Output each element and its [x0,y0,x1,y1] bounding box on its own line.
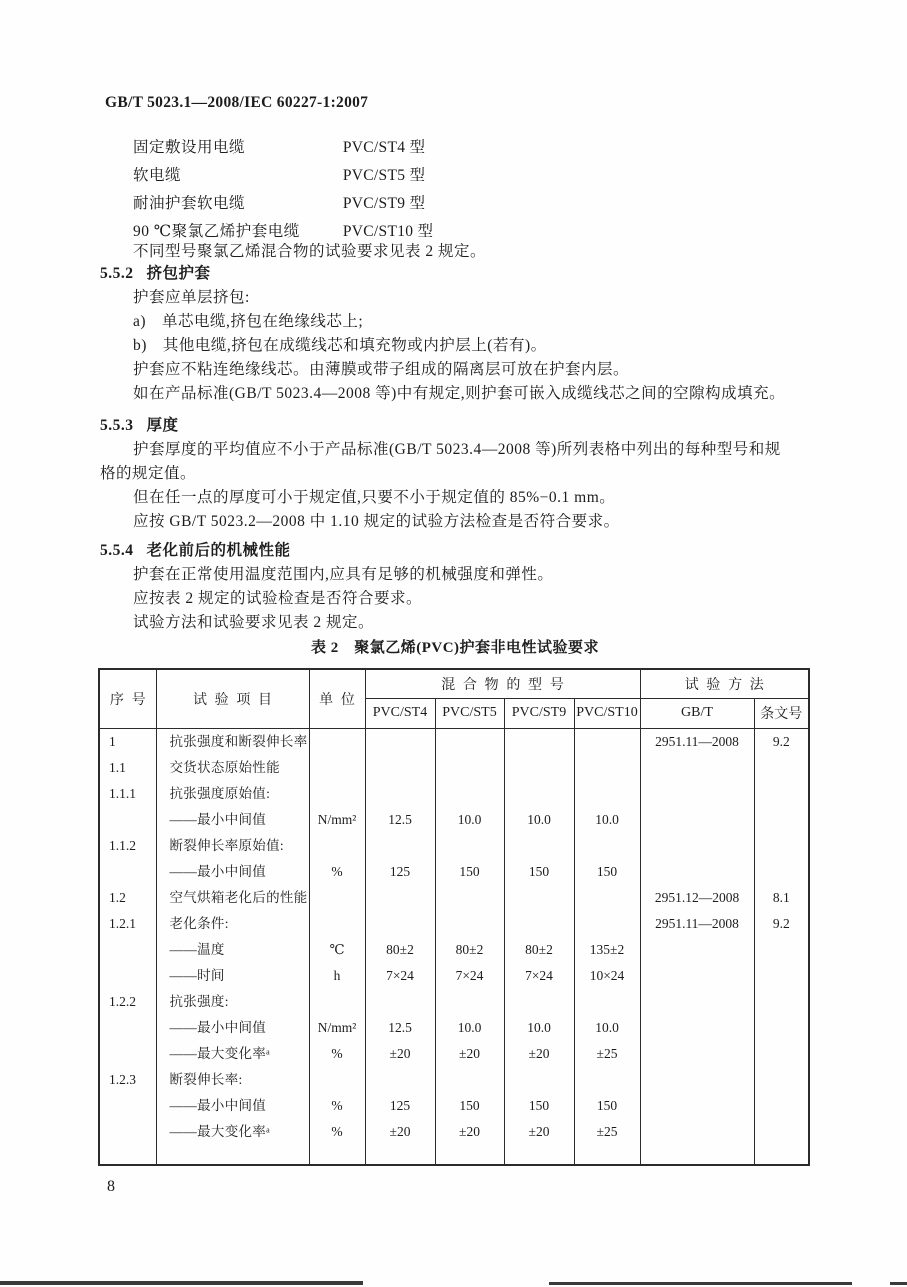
cell-unit: % [309,1093,365,1119]
cable-model: PVC/ST9 型 [342,195,426,212]
paragraph-line: 但在任一点的厚度可小于规定值,只要不小于规定值的 85%−0.1 mm。 [133,489,616,506]
cell-clause-no [754,1041,809,1067]
table-row [99,781,809,807]
cell-seq-no [99,807,156,833]
cell-pvc-st10: 150 [574,859,640,885]
cell-pvc-st4 [365,781,435,807]
cell-pvc-st5: 10.0 [435,1015,504,1041]
cell-pvc-st10: 135±2 [574,937,640,963]
cell-pvc-st10 [574,781,640,807]
cell-unit [309,989,365,1015]
section-number: 5.5.4 [100,542,134,559]
cell-pvc-st4 [365,833,435,859]
cable-model: PVC/ST4 型 [342,139,426,156]
cell-clause-no [754,937,809,963]
table-row [99,1015,809,1041]
cell-pvc-st4 [365,728,435,755]
cell-pvc-st4 [365,1145,435,1165]
cell-seq-no [99,1093,156,1119]
cell-pvc-st10 [574,1067,640,1093]
cell-pvc-st9 [504,911,574,937]
cell-test-item: ——最小中间值 [156,1015,309,1041]
table-row [99,963,809,989]
cell-test-item: 断裂伸长率原始值: [156,833,309,859]
section-5-5-4 [100,539,812,635]
table-row [99,911,809,937]
header-pvc-st9: PVC/ST9 [504,698,574,728]
scan-artifact-bar [890,1282,907,1285]
cell-clause-no [754,781,809,807]
cell-seq-no [99,1145,156,1165]
cell-clause-no: 9.2 [754,911,809,937]
cell-unit [309,781,365,807]
cell-test-item: 老化条件: [156,911,309,937]
table-row [99,937,809,963]
cable-name: 耐油护套软电缆 [133,195,246,212]
cell-gbt-standard [640,1145,754,1165]
cell-pvc-st5 [435,755,504,781]
table-row [99,1093,809,1119]
cell-test-item: ——最小中间值 [156,1093,309,1119]
paragraph-line: 护套应不粘连绝缘线芯。由薄膜或带子组成的隔离层可放在护套内层。 [133,361,630,378]
cell-pvc-st10: 10.0 [574,1015,640,1041]
header-clause: 条文号 [754,698,809,728]
cell-seq-no [99,937,156,963]
table-row [99,859,809,885]
cell-seq-no: 1.1.1 [99,781,156,807]
cell-test-item: ——时间 [156,963,309,989]
cell-pvc-st10 [574,833,640,859]
cell-pvc-st10: 10×24 [574,963,640,989]
table-2-header [99,669,809,728]
cell-pvc-st5 [435,989,504,1015]
cable-type-row [133,134,433,162]
cell-gbt-standard [640,1067,754,1093]
cable-model: PVC/ST5 型 [342,167,426,184]
table-2-title: 表 2 聚氯乙烯(PVC)护套非电性试验要求 [310,640,600,656]
cell-pvc-st9: 150 [504,1093,574,1119]
cell-test-item [156,1145,309,1165]
cell-unit [309,755,365,781]
cell-pvc-st4: 7×24 [365,963,435,989]
header-group-mixture: 混合物的型号 [365,669,640,698]
cell-pvc-st10: ±25 [574,1041,640,1067]
paragraph-line: 如在产品标准(GB/T 5023.4—2008 等)中有规定,则护套可嵌入成缆线芯之间的空隙构成填充。 [133,385,786,402]
paragraph-line: 应按 GB/T 5023.2—2008 中 1.10 规定的试验方法检查是否符合要求。 [133,513,620,530]
cell-pvc-st9 [504,728,574,755]
cell-unit: N/mm² [309,807,365,833]
cell-pvc-st4: 125 [365,859,435,885]
cell-pvc-st10: ±25 [574,1119,640,1145]
section-5-5-2 [100,262,812,406]
cell-pvc-st9: 10.0 [504,1015,574,1041]
table-row [99,885,809,911]
cell-pvc-st5 [435,833,504,859]
cell-clause-no [754,1119,809,1145]
cell-clause-no: 8.1 [754,885,809,911]
cell-unit [309,1067,365,1093]
cell-pvc-st9: 150 [504,859,574,885]
table-row [99,1119,809,1145]
cell-clause-no [754,1145,809,1165]
cell-seq-no [99,1119,156,1145]
header-pvc-st5: PVC/ST5 [435,698,504,728]
cell-unit [309,1145,365,1165]
cell-unit: % [309,1119,365,1145]
cell-gbt-standard [640,1093,754,1119]
header-group-method: 试验方法 [640,669,809,698]
cell-pvc-st5: 7×24 [435,963,504,989]
cell-test-item: 抗张强度: [156,989,309,1015]
cell-pvc-st4: 12.5 [365,807,435,833]
cell-gbt-standard [640,781,754,807]
header-pvc-st4: PVC/ST4 [365,698,435,728]
section-title: 挤包护套 [146,265,211,282]
cell-clause-no [754,1067,809,1093]
cell-gbt-standard [640,1041,754,1067]
cell-pvc-st10: 150 [574,1093,640,1119]
section-5-5-3 [100,414,812,534]
table-row [99,989,809,1015]
cell-pvc-st4: ±20 [365,1119,435,1145]
cell-clause-no [754,1093,809,1119]
cell-pvc-st9: ±20 [504,1041,574,1067]
section-heading [100,262,812,286]
cell-pvc-st5 [435,1145,504,1165]
cell-seq-no: 1.2.3 [99,1067,156,1093]
cell-gbt-standard [640,1119,754,1145]
cell-clause-no [754,963,809,989]
cell-pvc-st10 [574,989,640,1015]
cell-pvc-st10 [574,885,640,911]
paragraph-line: 护套厚度的平均值应不小于产品标准(GB/T 5023.4—2008 等)所列表格中列出的每种型号和规 [133,441,781,458]
cell-pvc-st9: 10.0 [504,807,574,833]
cell-pvc-st5 [435,1067,504,1093]
doc-header: GB/T 5023.1—2008/IEC 60227-1:2007 [105,94,369,111]
paragraph-line: 护套应单层挤包: [133,289,250,306]
header-col-no: 序号 [99,669,156,728]
cell-pvc-st10 [574,728,640,755]
cell-pvc-st10 [574,911,640,937]
cell-pvc-st9 [504,885,574,911]
paragraph-line: 应按表 2 规定的试验检查是否符合要求。 [133,590,423,607]
cell-clause-no [754,859,809,885]
cell-pvc-st4 [365,1067,435,1093]
cell-test-item: 交货状态原始性能 [156,755,309,781]
section-number: 5.5.2 [100,265,134,282]
cell-pvc-st10 [574,1145,640,1165]
cell-pvc-st9 [504,833,574,859]
table-row-filler [99,1145,809,1165]
cell-pvc-st5: ±20 [435,1119,504,1145]
paragraph-line: 格的规定值。 [100,465,197,482]
cell-unit: N/mm² [309,1015,365,1041]
cell-gbt-standard [640,989,754,1015]
cable-type-row [133,190,433,218]
paragraph-line: b) 其他电缆,挤包在成缆线芯和填充物或内护层上(若有)。 [133,337,547,354]
cell-pvc-st9 [504,1067,574,1093]
cell-seq-no [99,1015,156,1041]
section-heading [100,414,812,438]
cell-pvc-st4 [365,911,435,937]
cell-seq-no: 1.2 [99,885,156,911]
cell-clause-no [754,807,809,833]
table-row [99,728,809,755]
cell-unit [309,833,365,859]
table-row [99,807,809,833]
paragraph-line: 护套在正常使用温度范围内,应具有足够的机械强度和弹性。 [133,566,554,583]
cell-clause-no [754,833,809,859]
cell-clause-no [754,1015,809,1041]
cable-name: 软电缆 [133,167,182,184]
cell-unit: ℃ [309,937,365,963]
cable-name: 90 ℃聚氯乙烯护套电缆 [133,223,300,240]
cell-gbt-standard: 2951.11—2008 [640,728,754,755]
cell-pvc-st5: ±20 [435,1041,504,1067]
table-row [99,1067,809,1093]
cell-seq-no: 1.1 [99,755,156,781]
cable-type-row [133,162,433,190]
cell-test-item: ——最小中间值 [156,807,309,833]
cable-type-list [133,134,433,246]
table-row [99,755,809,781]
page-number: 8 [107,1178,115,1195]
cell-unit: h [309,963,365,989]
cell-test-item: 断裂伸长率: [156,1067,309,1093]
cell-gbt-standard [640,755,754,781]
cell-test-item: 抗张强度和断裂伸长率 [156,728,309,755]
cell-test-item: 空气烘箱老化后的性能 [156,885,309,911]
cell-pvc-st9: 7×24 [504,963,574,989]
cell-unit [309,885,365,911]
cell-test-item: ——最大变化率ᵃ [156,1041,309,1067]
cell-clause-no [754,755,809,781]
header-gbt: GB/T [640,698,754,728]
table-row [99,1041,809,1067]
cell-pvc-st4: 125 [365,1093,435,1119]
cell-pvc-st5: 150 [435,1093,504,1119]
paragraph-line: a) 单芯电缆,挤包在绝缘线芯上; [133,313,364,330]
cable-name: 固定敷设用电缆 [133,139,246,156]
cell-pvc-st5: 150 [435,859,504,885]
cell-pvc-st9 [504,1145,574,1165]
cell-unit: % [309,859,365,885]
table-body [99,728,809,1165]
intro-line: 不同型号聚氯乙烯混合物的试验要求见表 2 规定。 [133,243,487,260]
cell-pvc-st4: 80±2 [365,937,435,963]
cell-test-item: ——温度 [156,937,309,963]
section-title: 厚度 [146,417,179,434]
scan-artifact-bar [0,1281,363,1285]
cell-test-item: 抗张强度原始值: [156,781,309,807]
cell-gbt-standard [640,963,754,989]
cell-seq-no: 1.2.2 [99,989,156,1015]
cell-pvc-st9 [504,781,574,807]
cell-pvc-st10: 10.0 [574,807,640,833]
cell-clause-no [754,989,809,1015]
cell-seq-no: 1.1.2 [99,833,156,859]
cell-pvc-st9 [504,989,574,1015]
cell-gbt-standard [640,937,754,963]
cell-pvc-st9 [504,755,574,781]
cell-pvc-st9: 80±2 [504,937,574,963]
cell-test-item: ——最大变化率ᵃ [156,1119,309,1145]
header-pvc-st10: PVC/ST10 [574,698,640,728]
cell-pvc-st5 [435,728,504,755]
cell-unit [309,728,365,755]
cell-gbt-standard: 2951.12—2008 [640,885,754,911]
cell-seq-no [99,1041,156,1067]
cell-pvc-st4: ±20 [365,1041,435,1067]
cell-pvc-st5: 10.0 [435,807,504,833]
section-title: 老化前后的机械性能 [146,542,291,559]
cell-unit: % [309,1041,365,1067]
section-heading [100,539,812,563]
cell-gbt-standard [640,807,754,833]
paragraph-line: 试验方法和试验要求见表 2 规定。 [133,614,375,631]
cell-pvc-st4 [365,989,435,1015]
scan-artifact-bar [549,1282,852,1285]
cell-pvc-st9: ±20 [504,1119,574,1145]
cell-pvc-st4 [365,885,435,911]
cell-seq-no [99,963,156,989]
cell-unit [309,911,365,937]
cell-seq-no [99,859,156,885]
cell-test-item: ——最小中间值 [156,859,309,885]
cell-seq-no: 1 [99,728,156,755]
cable-model: PVC/ST10 型 [342,223,434,240]
cell-pvc-st5 [435,911,504,937]
table-2 [98,668,810,1166]
cell-clause-no: 9.2 [754,728,809,755]
table-row [99,833,809,859]
cell-seq-no: 1.2.1 [99,911,156,937]
cell-gbt-standard [640,1015,754,1041]
cell-gbt-standard [640,833,754,859]
cell-pvc-st10 [574,755,640,781]
cell-pvc-st5: 80±2 [435,937,504,963]
cell-pvc-st5 [435,781,504,807]
cell-pvc-st4 [365,755,435,781]
section-number: 5.5.3 [100,417,134,434]
cell-pvc-st4: 12.5 [365,1015,435,1041]
header-col-item: 试验项目 [156,669,309,728]
cell-gbt-standard: 2951.11—2008 [640,911,754,937]
cell-pvc-st5 [435,885,504,911]
header-col-unit: 单位 [309,669,365,728]
cell-gbt-standard [640,859,754,885]
